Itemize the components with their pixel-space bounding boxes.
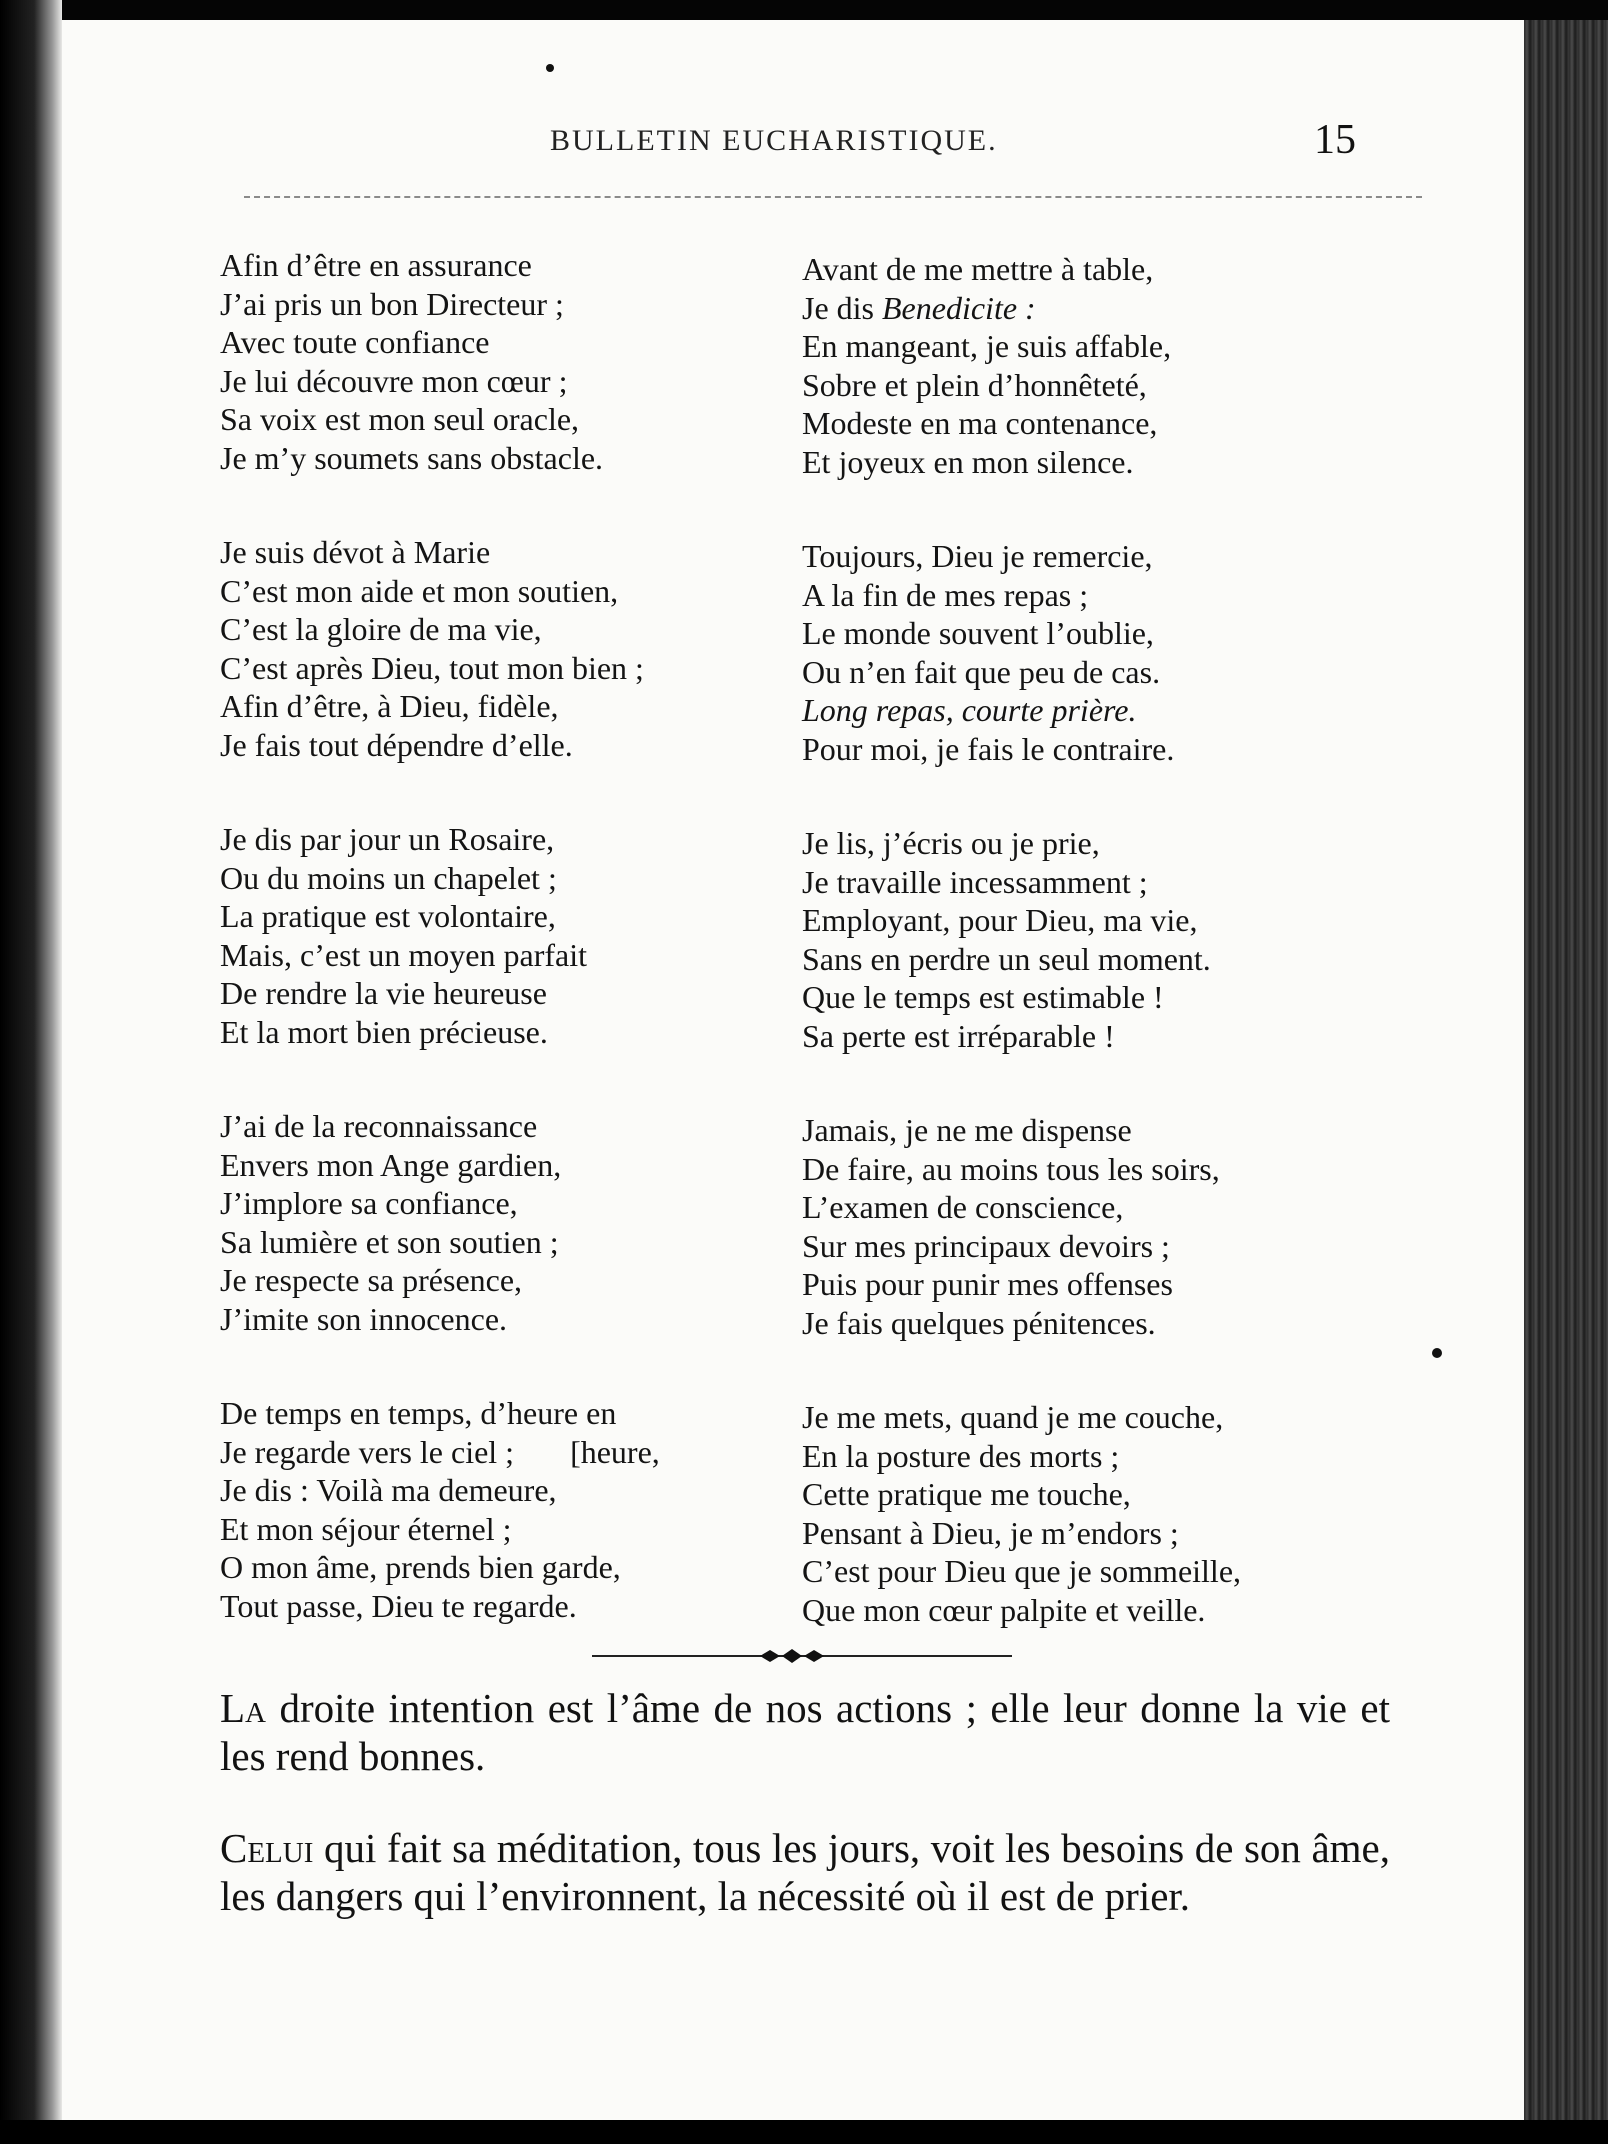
book-binding-shadow xyxy=(0,0,62,2144)
verse-line: Ou du moins un chapelet ; xyxy=(220,859,557,896)
page-number: 15 xyxy=(1314,117,1356,163)
paragraph-text: qui fait sa méditation, tous les jours, voit les besoins de son âme, les dangers qui l’environnent, la nécessité où il est de prier. xyxy=(220,1825,1390,1919)
verse-line: A la fin de mes repas ; xyxy=(802,576,1089,613)
verse-line: Sobre et plein d’honnêteté, xyxy=(802,366,1147,403)
verse-line: J’ai de la reconnaissance xyxy=(220,1108,538,1144)
ink-speck xyxy=(1432,1348,1442,1358)
verse-line: J’ai pris un bon Directeur ; xyxy=(220,285,564,322)
verse-line: En la posture des morts ; xyxy=(802,1437,1120,1474)
verse-line: J’imite son innocence. xyxy=(220,1300,508,1337)
stanza xyxy=(220,1107,790,1338)
scan-bottom-border xyxy=(0,2120,1608,2144)
verse-line: Je respecte sa présence, xyxy=(220,1262,523,1298)
verse-line: C’est la gloire de ma vie, xyxy=(220,611,542,647)
verse-line xyxy=(802,691,1362,730)
verse-line: Je dis par jour un Rosaire, xyxy=(220,821,555,857)
verse-line: De faire, au moins tous les soirs, xyxy=(802,1150,1220,1187)
verse-line: Et joyeux en mon silence. xyxy=(802,443,1134,480)
paragraph-text: droite intention est l’âme de nos actions ; elle leur donne la vie et les rend bonnes. xyxy=(220,1685,1390,1779)
stanza xyxy=(802,250,1362,481)
verse-line: Modeste en ma contenance, xyxy=(802,405,1158,441)
verse-line: C’est pour Dieu que je sommeille, xyxy=(802,1553,1242,1589)
verse-line: Afin d’être en assurance xyxy=(220,247,532,283)
stanza xyxy=(802,1398,1362,1629)
verse-line: Pour moi, je fais le contraire. xyxy=(802,730,1175,767)
verse-line xyxy=(802,289,1362,328)
verse-line: Je fais tout dépendre d’elle. xyxy=(220,726,573,763)
italic-phrase: Long repas, xyxy=(802,692,954,728)
verse-line: Et mon séjour éternel ; xyxy=(220,1510,512,1547)
verse-text: Je dis xyxy=(802,289,882,326)
verse-line: Je regarde vers le ciel ; [heure, xyxy=(220,1433,660,1470)
maxim-paragraph xyxy=(220,1824,1390,1920)
page-stack-edge xyxy=(1524,20,1608,2144)
verse-line: C’est mon aide et mon soutien, xyxy=(220,572,619,609)
stanza xyxy=(802,537,1362,768)
verse-line: J’implore sa confiance, xyxy=(220,1185,518,1221)
stanza xyxy=(802,824,1362,1055)
verse-line: Je m’y soumets sans obstacle. xyxy=(220,439,604,476)
verse-line: Mais, c’est un moyen parfait xyxy=(220,936,587,973)
verse-line: Sans en perdre un seul moment. xyxy=(802,940,1211,977)
verse-line: Puis pour punir mes offenses xyxy=(802,1266,1173,1302)
header-rule xyxy=(244,196,1422,198)
verse-line: Tout passe, Dieu te regarde. xyxy=(220,1587,577,1624)
verse-line: Employant, pour Dieu, ma vie, xyxy=(802,902,1198,938)
verse-line: Ou n’en fait que peu de cas. xyxy=(802,653,1161,690)
verse-line: En mangeant, je suis affable, xyxy=(802,328,1172,364)
page-sheet xyxy=(62,20,1524,2120)
page-header xyxy=(62,117,1524,170)
italic-word: Benedicite : xyxy=(882,289,1036,326)
ornamental-divider xyxy=(592,1646,1012,1666)
stanza xyxy=(220,246,790,477)
verse-line: De temps en temps, d’heure en xyxy=(220,1395,617,1431)
verse-line: Je suis dévot à Marie xyxy=(220,534,491,570)
stanza xyxy=(220,820,790,1051)
verse-line: Je me mets, quand je me couche, xyxy=(802,1399,1224,1435)
verse-line: Avant de me mettre à table, xyxy=(802,251,1154,287)
verse-line: Je lis, j’écris ou je prie, xyxy=(802,825,1100,861)
verse-line: De rendre la vie heureuse xyxy=(220,975,547,1011)
small-caps-lead: Celui xyxy=(220,1825,314,1871)
stanza xyxy=(802,1111,1362,1342)
poem-left-column xyxy=(220,246,790,1681)
verse-line: Cette pratique me touche, xyxy=(802,1476,1131,1512)
verse-line: Et la mort bien précieuse. xyxy=(220,1013,548,1050)
verse-line: Jamais, je ne me dispense xyxy=(802,1112,1132,1148)
running-head: BULLETIN EUCHARISTIQUE. xyxy=(550,124,998,157)
verse-line: Que le temps est estimable ! xyxy=(802,979,1164,1015)
verse-line: C’est après Dieu, tout mon bien ; xyxy=(220,649,644,686)
stanza xyxy=(220,1394,790,1625)
verse-line: La pratique est volontaire, xyxy=(220,898,556,934)
verse-line: Sur mes principaux devoirs ; xyxy=(802,1227,1170,1264)
verse-line: Je travaille incessamment ; xyxy=(802,863,1148,900)
verse-line: Je dis : Voilà ma demeure, xyxy=(220,1472,557,1508)
verse-line: O mon âme, prends bien garde, xyxy=(220,1549,621,1585)
maxim-paragraph xyxy=(220,1684,1390,1780)
verse-line: Le monde souvent l’oublie, xyxy=(802,615,1154,651)
verse-line: Envers mon Ange gardien, xyxy=(220,1146,562,1183)
poem-right-column xyxy=(802,250,1362,1685)
verse-line: Je fais quelques pénitences. xyxy=(802,1304,1156,1341)
small-caps-lead: La xyxy=(220,1685,266,1731)
verse-line: L’examen de conscience, xyxy=(802,1189,1124,1225)
verse-line: Sa perte est irréparable ! xyxy=(802,1017,1115,1054)
verse-line: Je lui découvre mon cœur ; xyxy=(220,362,568,399)
verse-line: Afin d’être, à Dieu, fidèle, xyxy=(220,688,559,724)
verse-line: Toujours, Dieu je remercie, xyxy=(802,538,1153,574)
verse-line: Que mon cœur palpite et veille. xyxy=(802,1591,1206,1628)
verse-line: Sa voix est mon seul oracle, xyxy=(220,401,580,437)
verse-line: Avec toute confiance xyxy=(220,324,490,360)
italic-phrase: courte prière. xyxy=(961,692,1137,728)
ink-speck xyxy=(546,64,554,72)
verse-line: Pensant à Dieu, je m’endors ; xyxy=(802,1514,1179,1551)
stanza xyxy=(220,533,790,764)
verse-line: Sa lumière et son soutien ; xyxy=(220,1223,559,1260)
